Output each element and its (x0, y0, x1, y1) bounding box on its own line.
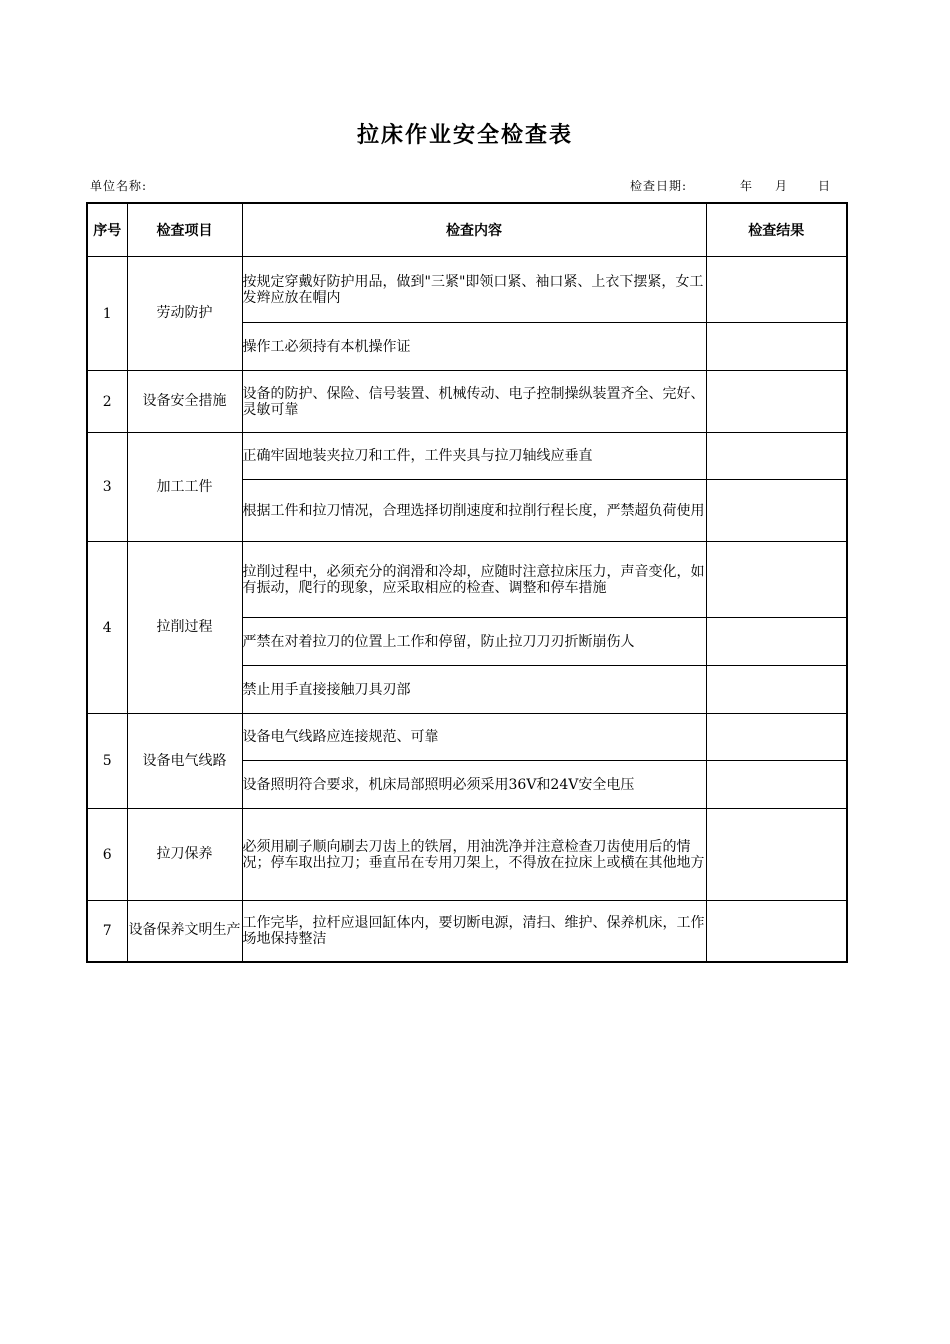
result-cell[interactable] (706, 666, 847, 714)
check-date-label: 检查日期: (630, 179, 688, 193)
content-cell: 正确牢固地装夹拉刀和工件，工件夹具与拉刀轴线应垂直 (242, 433, 706, 480)
item-cell: 设备安全措施 (127, 371, 242, 433)
content-cell: 严禁在对着拉刀的位置上工作和停留，防止拉刀刀刃折断崩伤人 (242, 618, 706, 666)
header-content: 检查内容 (242, 203, 706, 257)
content-cell: 按规定穿戴好防护用品，做到"三紧"即领口紧、袖口紧、上衣下摆紧，女工发辫应放在帽内 (242, 257, 706, 323)
result-cell[interactable] (706, 257, 847, 323)
content-cell: 拉削过程中，必须充分的润滑和冷却，应随时注意拉床压力，声音变化，如有振动，爬行的现象，应采取相应的检查、调整和停车措施 (242, 542, 706, 618)
table-row (87, 371, 847, 433)
content-cell: 设备电气线路应连接规范、可靠 (242, 714, 706, 761)
result-cell[interactable] (706, 433, 847, 480)
result-cell[interactable] (706, 901, 847, 962)
result-cell[interactable] (706, 323, 847, 371)
table-row (87, 809, 847, 901)
month-label: 月 (775, 179, 789, 193)
unit-name-label: 单位名称: (90, 179, 148, 193)
item-cell: 设备电气线路 (127, 714, 242, 809)
seq-cell: 2 (87, 371, 127, 433)
item-cell: 设备保养文明生产 (127, 901, 242, 962)
page-title: 拉床作业安全检查表 (356, 123, 573, 148)
content-cell: 设备照明符合要求，机床局部照明必须采用36V和24V安全电压 (242, 761, 706, 809)
item-cell: 加工工件 (127, 433, 242, 542)
table-row (87, 901, 847, 962)
result-cell[interactable] (706, 371, 847, 433)
item-cell: 拉削过程 (127, 542, 242, 714)
header-seq: 序号 (87, 203, 127, 257)
seq-cell: 3 (87, 433, 127, 542)
content-cell: 操作工必须持有本机操作证 (242, 323, 706, 371)
item-cell: 拉刀保养 (127, 809, 242, 901)
seq-cell: 4 (87, 542, 127, 714)
table-row (87, 542, 847, 618)
day-label: 日 (818, 179, 832, 193)
header-item: 检查项目 (127, 203, 242, 257)
result-cell[interactable] (706, 618, 847, 666)
header-result: 检查结果 (706, 203, 847, 257)
seq-cell: 7 (87, 901, 127, 962)
seq-cell: 6 (87, 809, 127, 901)
result-cell[interactable] (706, 809, 847, 901)
result-cell[interactable] (706, 761, 847, 809)
table-row (87, 257, 847, 323)
year-label: 年 (740, 179, 754, 193)
seq-cell: 5 (87, 714, 127, 809)
result-cell[interactable] (706, 480, 847, 542)
content-cell: 根据工件和拉刀情况，合理选择切削速度和拉削行程长度，严禁超负荷使用 (242, 480, 706, 542)
result-cell[interactable] (706, 714, 847, 761)
table-row (87, 433, 847, 480)
result-cell[interactable] (706, 542, 847, 618)
seq-cell: 1 (87, 257, 127, 371)
item-cell: 劳动防护 (127, 257, 242, 371)
inspection-table (86, 202, 848, 963)
content-cell: 禁止用手直接接触刀具刃部 (242, 666, 706, 714)
table-row (87, 714, 847, 761)
content-cell: 必须用刷子顺向刷去刀齿上的铁屑，用油洗净并注意检查刀齿使用后的情况；停车取出拉刀；垂直吊在专用刀架上，不得放在拉床上或横在其他地方 (242, 809, 706, 901)
content-cell: 设备的防护、保险、信号装置、机械传动、电子控制操纵装置齐全、完好、灵敏可靠 (242, 371, 706, 433)
content-cell: 工作完毕，拉杆应退回缸体内，要切断电源，清扫、维护、保养机床，工作场地保持整洁 (242, 901, 706, 962)
table-header-row (87, 203, 847, 257)
